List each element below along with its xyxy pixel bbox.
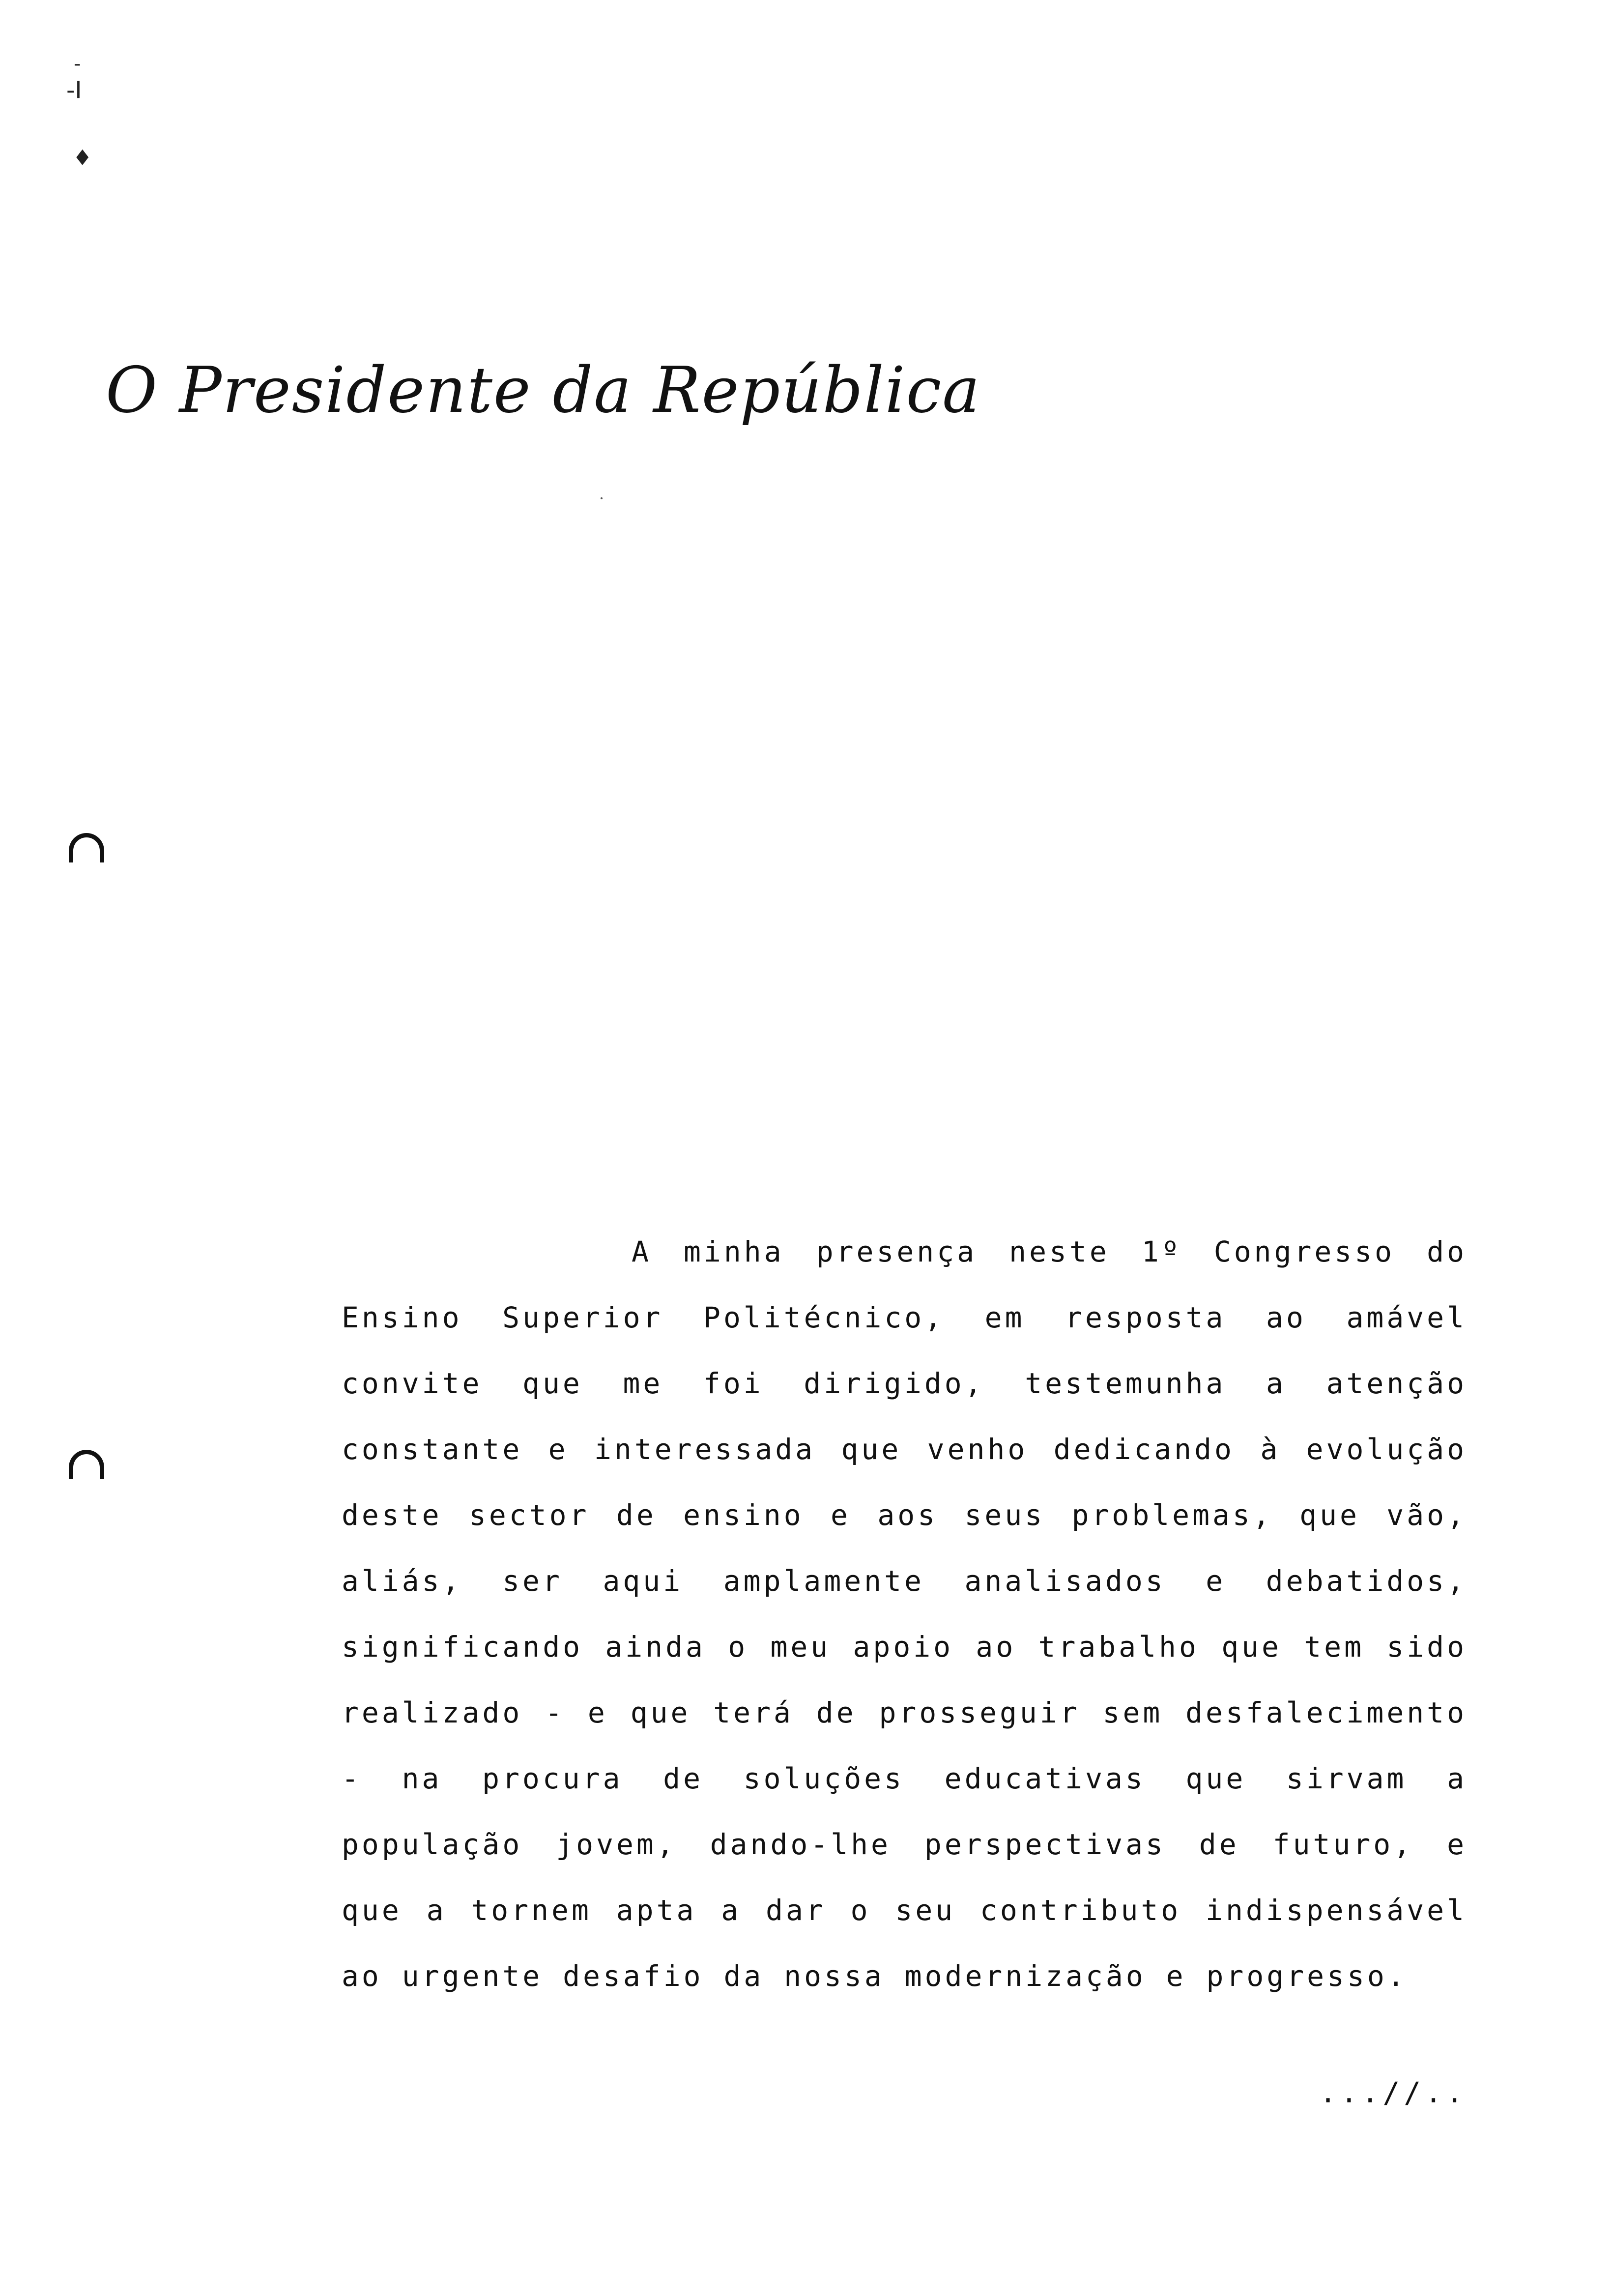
margin-mark-mid: -I bbox=[66, 77, 82, 104]
margin-mark-top: - bbox=[74, 53, 81, 75]
paper-speck bbox=[601, 497, 603, 499]
punch-hole-icon bbox=[69, 1450, 104, 1479]
punch-hole-icon bbox=[69, 833, 104, 862]
continuation-mark: ...//.. bbox=[1319, 2076, 1467, 2109]
letterhead-title: O Presidente da República bbox=[106, 354, 981, 427]
body-paragraph: A minha presença neste 1º Congresso do Ensino Superior Politécnico, em resposta ao amável convite que me foi dirigido, testemunha a atenção constante e interessada que venho dedicando à evolução deste sector de ensino e aos seus problemas, que vão, aliás, ser aqui amplamente analisados e debatidos, significando ainda o meu apoio ao trabalho que tem sido realizado - e que terá de prosseguir sem desfalecimento - na procura de soluções educativas que sirvam a população jovem, dando-lhe perspectivas de futuro, e que a tornem apta a dar o seu contributo indispensável ao urgente desafio da nossa modernização e progresso. bbox=[342, 1235, 1467, 1993]
margin-mark-bottom: ♦ bbox=[73, 145, 92, 171]
body-text bbox=[342, 1219, 1467, 2009]
